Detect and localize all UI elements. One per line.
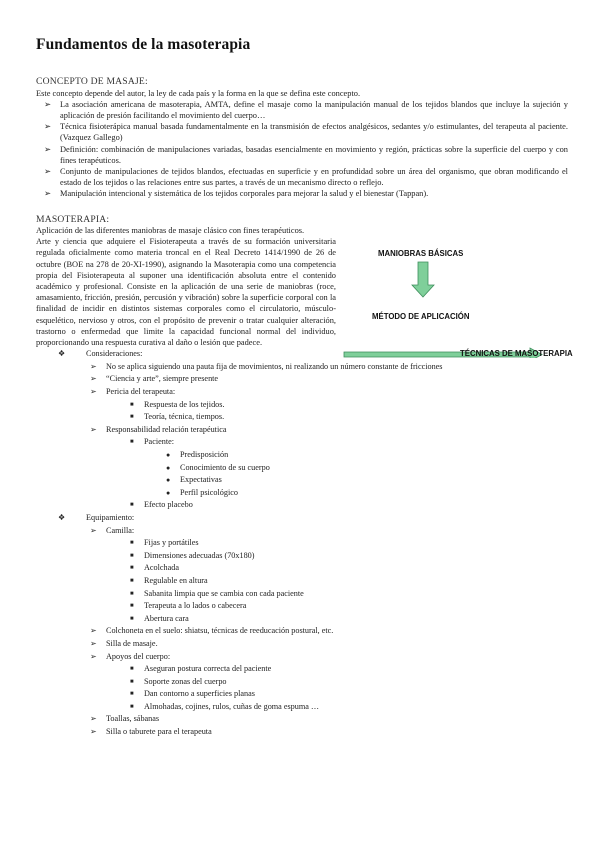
arrow-bullet-icon: ➢ (44, 122, 52, 132)
square-bullet-icon: ■ (130, 577, 134, 584)
list-item: ➢ Colchoneta en el suelo: shiatsu, técnicas de reeducación postural, etc. (36, 625, 568, 638)
concepto-intro: Este concepto depende del autor, la ley de cada país y la forma en la que se defina este concepto. (36, 88, 361, 98)
square-bullet-icon: ■ (130, 615, 134, 622)
list-item: ➢ La asociación americana de masoterapia, AMTA, define el masaje como la manipulación manual de los tejidos blandos que incluye la sujeción y aplicación de presión facilitando el movimiento del cuerpo… (44, 99, 568, 120)
square-bullet-icon: ■ (130, 439, 134, 446)
arrow-bullet-icon: ➢ (90, 714, 97, 724)
list-item: ➢ Conjunto de manipulaciones de tejidos blandos, efectuadas en superficie y en profundidad sobre un área del organismo, que obran modificando el estado de los tejidos o las relaciones entre sus partes, a través de un mecanismo directo o reflejo. (44, 166, 568, 188)
diagram-arrows (342, 226, 582, 358)
list-item: ● Expectativas (36, 474, 568, 487)
document-page (36, 36, 573, 739)
arrow-bullet-icon: ➢ (90, 727, 97, 737)
arrow-bullet-icon: ➢ (90, 525, 97, 535)
list-item: ● Perfil psicológico (36, 487, 568, 500)
square-bullet-icon: ■ (130, 691, 134, 698)
diagram-label-metodo: MÉTODO DE APLICACIÓN (372, 311, 470, 321)
square-bullet-icon: ■ (130, 703, 134, 710)
list-item: ➢ Definición: combinación de manipulaciones variadas, basadas esencialmente en movimiento y región, prácticas sobre la superficie del cuerpo y con fines terapéuticos. (44, 144, 568, 165)
list-item: ■ Respuesta de los tejidos. (36, 399, 568, 412)
list-item: ■ Dan contorno a superficies planas (36, 688, 568, 701)
list-item: ■ Sabanita limpia que se cambia con cada paciente (36, 588, 568, 601)
list-item: ➢ Toallas, sábanas (36, 713, 568, 726)
square-bullet-icon: ■ (130, 414, 134, 421)
square-bullet-icon: ■ (130, 401, 134, 408)
masoterapia-paragraph: Arte y ciencia que adquiere el Fisioterapeuta a través de su formación universitaria regulada oficialmente como materia troncal en el Real Decreto 1414/1990 de 26 de octubre (BOE na 278 de 20-XI-1990), asignando la Masoterapia como una competencia propia del Fisioterapeuta al suponer una identificación absoluta entre el contenido académico y profesional. Consiste en la aplicación de una serie de maniobras (roce, amasamiento, fricción, presión, percusión y vibración) sobre la superficie corporal con la finalidad de incidir en distintos sistemas corporales como el circulatorio, músculo-esquelético, nervioso y otros, con el propósito de prevenir o tratar cualquier alteración, trastorno o enfermedad que limite la capacidad funcional normal del individuo, proporcionando una respuesta curativa al daño o lesión que padece. (36, 237, 336, 348)
concepto-list (36, 99, 568, 200)
arrow-bullet-icon: ➢ (90, 626, 97, 636)
dot-bullet-icon: ● (166, 488, 171, 497)
list-item: ● Predisposición (36, 449, 568, 462)
list-item: ➢ Técnica fisioterápica manual basada fundamentalmente en la transmisión de efectos analgésicos, sedantes y/o estimulantes, del terapeuta al paciente. (Vazquez Gallego) (44, 122, 568, 143)
arrow-bullet-icon: ➢ (44, 99, 52, 109)
square-bullet-icon: ■ (130, 590, 134, 597)
arrow-bullet-icon: ➢ (44, 144, 52, 154)
list-item: ➢ “Ciencia y arte”, siempre presente (36, 373, 568, 386)
list-item: ❖ Equipamiento: (36, 512, 568, 525)
square-bullet-icon: ■ (130, 603, 134, 610)
arrow-bullet-icon: ➢ (90, 638, 97, 648)
list-item: ■ Abertura cara (36, 613, 568, 626)
arrow-bullet-icon: ➢ (44, 189, 52, 199)
square-bullet-icon: ■ (130, 666, 134, 673)
masoterapia-diagram (342, 226, 582, 358)
arrow-bullet-icon: ➢ (90, 361, 97, 371)
masoterapia-heading: MASOTERAPIA: (36, 213, 110, 225)
list-item: ■ Aseguran postura correcta del paciente (36, 663, 568, 676)
concepto-heading: CONCEPTO DE MASAJE: (36, 76, 148, 87)
list-item: ● Conocimiento de su cuerpo (36, 462, 568, 475)
square-bullet-icon: ■ (130, 552, 134, 559)
square-bullet-icon: ■ (130, 678, 134, 685)
diagram-label-tecnicas: TÉCNICAS DE MASOTERAPIA (460, 348, 573, 358)
dot-bullet-icon: ● (166, 476, 171, 485)
arrow-bullet-icon: ➢ (90, 374, 97, 384)
list-item: ■ Acolchada (36, 562, 568, 575)
list-item: ■ Almohadas, cojines, rulos, cuñas de goma espuma … (36, 701, 568, 714)
diamond-bullet-icon: ❖ (58, 349, 66, 359)
list-item: ■ Regulable en altura (36, 575, 568, 588)
list-item: ❖ Consideraciones: (36, 348, 568, 361)
list-item: ➢ Silla de masaje. (36, 638, 568, 651)
down-arrow-icon (412, 262, 434, 297)
diagram-label-maniobras: MANIOBRAS BÁSICAS (378, 248, 464, 258)
list-item: ■ Efecto placebo (36, 499, 568, 512)
list-item: ■ Soporte zonas del cuerpo (36, 676, 568, 689)
list-item: ■ Paciente: (36, 436, 568, 449)
list-item: ➢ Apoyos del cuerpo: (36, 651, 568, 664)
square-bullet-icon: ■ (130, 565, 134, 572)
square-bullet-icon: ■ (130, 540, 134, 547)
list-item: ■ Dimensiones adecuadas (70x180) (36, 550, 568, 563)
arrow-bullet-icon: ➢ (90, 651, 97, 661)
list-item: ■ Teoría, técnica, tiempos. (36, 411, 568, 424)
arrow-bullet-icon: ➢ (44, 166, 52, 176)
list-item: ➢ No se aplica siguiendo una pauta fija de movimientos, ni realizando un número constante de fricciones (36, 361, 568, 374)
list-item: ➢ Silla o taburete para el terapeuta (36, 726, 568, 739)
square-bullet-icon: ■ (130, 502, 134, 509)
arrow-bullet-icon: ➢ (90, 424, 97, 434)
dot-bullet-icon: ● (166, 451, 171, 460)
arrow-bullet-icon: ➢ (90, 387, 97, 397)
page-title: Fundamentos de la masoterapia (36, 36, 251, 53)
list-item: ■ Terapeuta a lo lados o cabecera (36, 600, 568, 613)
outline-tree (36, 348, 568, 738)
list-item: ■ Fijas y portátiles (36, 537, 568, 550)
list-item: ➢ Responsabilidad relación terapéutica (36, 424, 568, 437)
list-item: ➢ Pericia del terapeuta: (36, 386, 568, 399)
dot-bullet-icon: ● (166, 463, 171, 472)
masoterapia-subtitle: Aplicación de las diferentes maniobras de masaje clásico con fines terapéuticos. (36, 226, 305, 236)
list-item: ➢ Manipulación intencional y sistemática de los tejidos corporales para mejorar la salud y el bienestar (Tappan). (44, 189, 429, 199)
diamond-bullet-icon: ❖ (58, 512, 66, 522)
list-item: ➢ Camilla: (36, 525, 568, 538)
